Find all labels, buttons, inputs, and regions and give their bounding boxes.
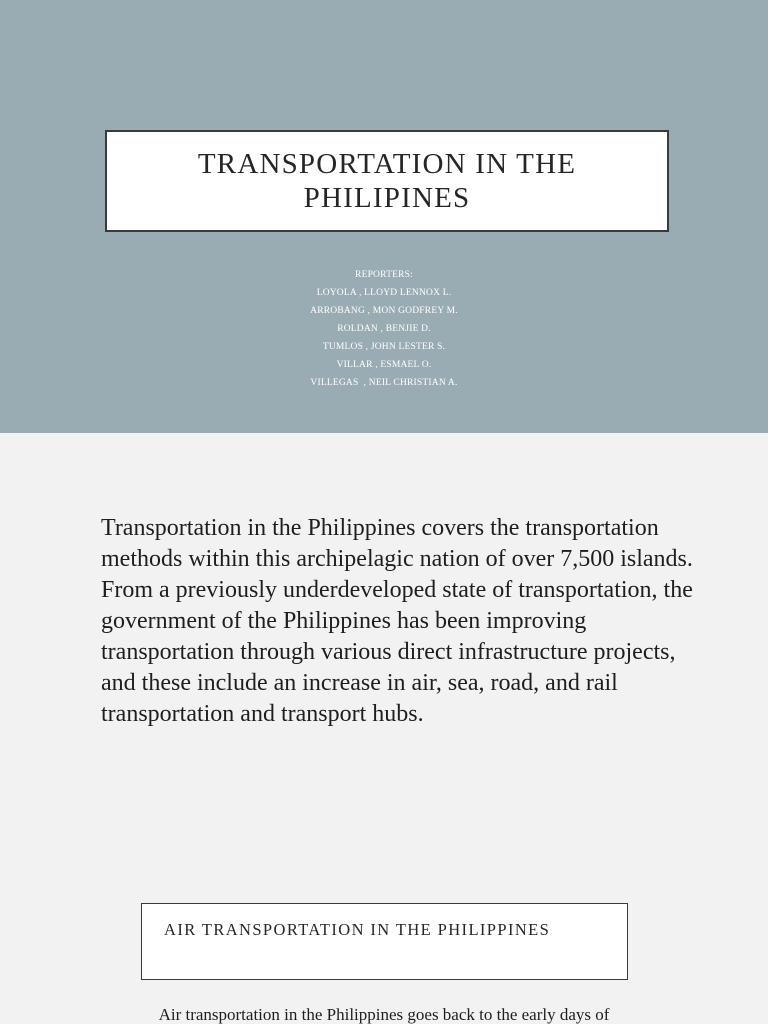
section-paragraph: Air transportation in the Philippines goes back to the early days of (158, 1005, 610, 1024)
reporter-name: ARROBANG , MON GODFREY M. (310, 306, 458, 316)
section-title-box (141, 903, 628, 980)
reporter-name: ROLDAN , BENJIE D. (337, 324, 431, 334)
slide-title: TRANSPORTATION IN THE PHILIPINES (197, 148, 577, 214)
title-slide (0, 0, 768, 433)
reporter-name: VILLEGAS , NEIL CHRISTIAN A. (310, 378, 458, 388)
reporter-name: LOYOLA , LLOYD LENNOX L. (316, 288, 452, 298)
reporters-list (0, 266, 768, 392)
reporters-heading: REPORTERS: (355, 270, 413, 280)
title-box (105, 130, 669, 232)
intro-paragraph: Transportation in the Philippines covers the transportation methods within this archipelagic nation of over 7,500 islands. From a previously underdeveloped state of transportation, the government of the Philippines has been improving transportation through various direct infrastructure projects, and these include an increase in air, sea, road, and rail transportation and transport hubs. (101, 515, 693, 727)
reporter-name: TUMLOS , JOHN LESTER S. (322, 342, 446, 352)
reporter-name: VILLAR , ESMAEL O. (336, 360, 432, 370)
content-slide (0, 433, 768, 1024)
section-title: AIR TRANSPORTATION IN THE PHILIPPINES (164, 920, 551, 939)
